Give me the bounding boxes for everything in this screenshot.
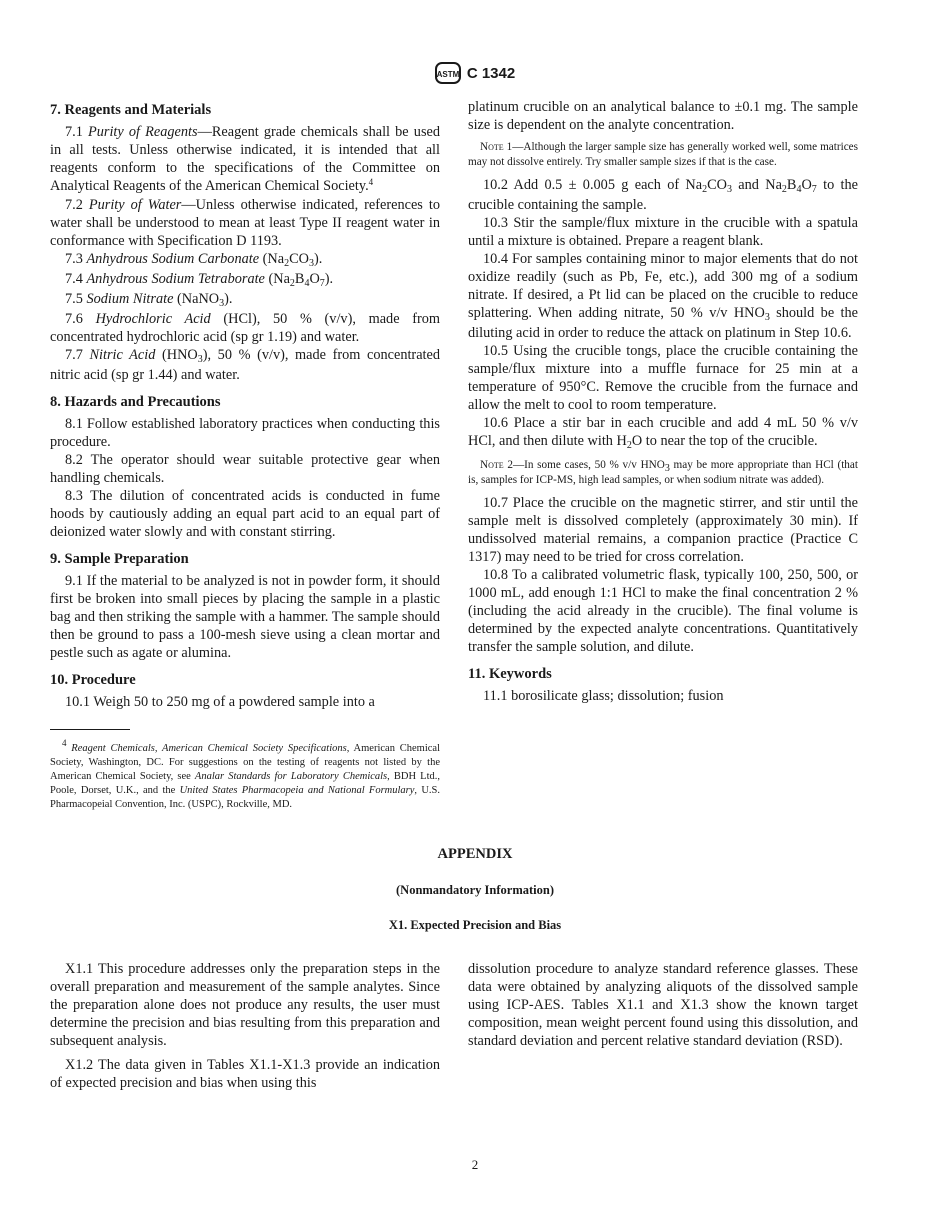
- paragraph-7-1: 7.1 Purity of Reagents—Reagent grade chemicals shall be used in all tests. Unless otherwise indicated, it is intended that all reagents conform to the specifications of the Committee on Analytical Reagents of the American Chemical Society.$^4$: [50, 124, 440, 194]
- paragraph-7-3: 7.3 Anhydrous Sodium Carbonate $(Na_2CO_3)$.: [65, 251, 323, 269]
- paragraph-10-1-start: 10.1 Weigh 50 to 250 mg of a powdered sample into a: [65, 694, 375, 710]
- paragraph-9-1: 9.1 If the material to be analyzed is not in powder form, it should first be broken into small pieces by placing the sample in a plastic bag and then striking the sample with a hammer. The sample should then be ground to pass a 100-mesh sieve using a clean mortar and pestle such as agate or alumina.: [50, 573, 440, 661]
- left-column: [50, 98, 440, 822]
- appendix-right-column: [468, 960, 858, 1050]
- paragraph-x1-1: X1.1 This procedure addresses only the preparation steps in the overall preparation and measurement of the sample analytes. Since the preparation alone does not produce any results, the user must determine the precision and bias resulting from this preparation and subsequent analysis.: [50, 961, 440, 1049]
- note-2: Note 2—In some cases, 50 % v/v HNO3 may be more appropriate than HCl (that is, samples for ICP-MS, high lead samples, or when sodium nitrate was added).: [468, 459, 858, 486]
- section-heading-11: 11. Keywords: [468, 666, 552, 682]
- paragraph-7-6: 7.6 Hydrochloric Acid (HCl), 50 % (v/v), made from concentrated hydrochloric acid (sp gr 1.19) and water.: [50, 311, 441, 345]
- paragraph-x1-2-start: X1.2 The data given in Tables X1.1-X1.3 provide an indication of expected precision and bias when using this: [50, 1057, 440, 1091]
- paragraph-10-8: 10.8 To a calibrated volumetric flask, typically 100, 250, 500, or 1000 mL, add enough 1:1 HCl to make the final concentration 2 % (including the acid already in the crucible). The final volume is determined by the expected analyte concentrations. Quantitatively transfer the sample solution, and dilute.: [468, 567, 858, 655]
- paragraph-10-5: 10.5 Using the crucible tongs, place the crucible containing the sample/flux mixture into a muffle furnace for 25 min at a temperature of 950°C. Remove the crucible from the furnace and allow the melt to cool to room temperature.: [468, 343, 858, 413]
- astm-logo-icon: [435, 62, 461, 84]
- paragraph-8-3: 8.3 The dilution of concentrated acids is conducted in fume hoods by cautiously adding an equal part acid to an equal part of deionized water slowly and with constant stirring.: [50, 488, 440, 540]
- note-1: Note 1—Although the larger sample size has generally worked well, some matrices may not dissolve entirely. Try smaller sample sizes if that is the case.: [468, 141, 858, 168]
- section-heading-9: 9. Sample Preparation: [50, 551, 189, 567]
- svg-text:ASTM: ASTM: [436, 70, 460, 79]
- paragraph-8-1: 8.1 Follow established laboratory practices when conducting this procedure.: [50, 416, 440, 450]
- footnote-4: 4 Reagent Chemicals, American Chemical Society Specifications, American Chemical Society, Washington, DC. For suggestions on the testing of reagents not listed by the American Chemical Society, see Analar Standards for Laboratory Chemicals, BDH Ltd., Poole, Dorset, U.K., and the United States Pharmacopeia and National Formulary, U.S. Pharmacopeial Convention, Inc. (USPC), Rockville, MD.: [50, 737, 440, 810]
- paragraph-10-1-cont: platinum crucible on an analytical balance to ±0.1 mg. The sample size is dependent on the analyte concentration.: [468, 99, 858, 133]
- paragraph-7-5: 7.5 Sodium Nitrate (NaNO$_3$).: [65, 291, 233, 309]
- page-header: [0, 62, 950, 89]
- section-heading-7: 7. Reagents and Materials: [50, 102, 212, 118]
- appendix-subtitle: (Nonmandatory Information): [396, 883, 554, 897]
- paragraph-x1-2-cont: dissolution procedure to analyze standard reference glasses. These data were obtained by analyzing aliquots of the dissolved sample using ICP-AES. Tables X1.1 and X1.3 show the known target composition, mean weight percent found using this dissolution, and standard deviation and percent relative standard deviation (RSD).: [468, 961, 858, 1049]
- paragraph-10-4: 10.4 For samples containing minor to major elements that do not oxidize readily (such as Pb, Fe, etc.), add 300 mg of a sodium nitrate. If desired, a Pt lid can be placed on the crucible to reduce splattering. When adding nitrate, 50 % v/v $HNO_3$ should be the diluting acid in order to reduce the attack on platinum in Step 10.6.: [468, 251, 858, 341]
- appendix-left-column: [50, 960, 440, 1092]
- paragraph-10-2: 10.2 Add 0.5 ± 0.005 g each of $Na_2CO_3$ and $Na_2B_4O_7$ to the crucible containing the sample.: [468, 177, 859, 213]
- paragraph-8-2: 8.2 The operator should wear suitable protective gear when handling chemicals.: [50, 452, 440, 486]
- appendix-title: APPENDIX: [437, 846, 513, 862]
- paragraph-10-3: 10.3 Stir the sample/flux mixture in the crucible with a spatula until a mixture is obtained. Prepare a reagent blank.: [468, 215, 858, 249]
- paragraph-11-1: 11.1 borosilicate glass; dissolution; fusion: [483, 688, 724, 704]
- paragraph-7-2: 7.2 Purity of Water—Unless otherwise indicated, references to water shall be understood to mean at least Type II reagent water in conformance with Specification D 1193.: [50, 197, 440, 249]
- appendix-x1-heading: X1. Expected Precision and Bias: [388, 918, 562, 932]
- section-heading-10: 10. Procedure: [50, 672, 136, 688]
- footnote-ref: 4: [368, 177, 374, 187]
- paragraph-7-7: 7.7 Nitric Acid $(HNO_3)$, 50 % (v/v), made from concentrated nitric acid (sp gr 1.44) and water.: [50, 347, 441, 383]
- right-column: [468, 98, 858, 705]
- footnote-divider: [50, 729, 130, 730]
- paragraph-10-7: 10.7 Place the crucible on the magnetic stirrer, and stir until the sample melt is dissolved completely (approximately 30 min). If undissolved material remains, a companion practice (Practice C 1317) may need to be tried for cross correlation.: [468, 495, 858, 565]
- paragraph-7-4: 7.4 Anhydrous Sodium Tetraborate $(Na_2B_4O_7)$.: [65, 271, 334, 289]
- document-id: C 1342: [466, 64, 516, 82]
- paragraph-10-6: 10.6 Place a stir bar in each crucible and add 4 mL 50 % v/v HCl, and then dilute with $H_2O$ to near the top of the crucible.: [468, 415, 858, 451]
- page-number: 2: [471, 1157, 479, 1172]
- section-heading-8: 8. Hazards and Precautions: [50, 394, 221, 410]
